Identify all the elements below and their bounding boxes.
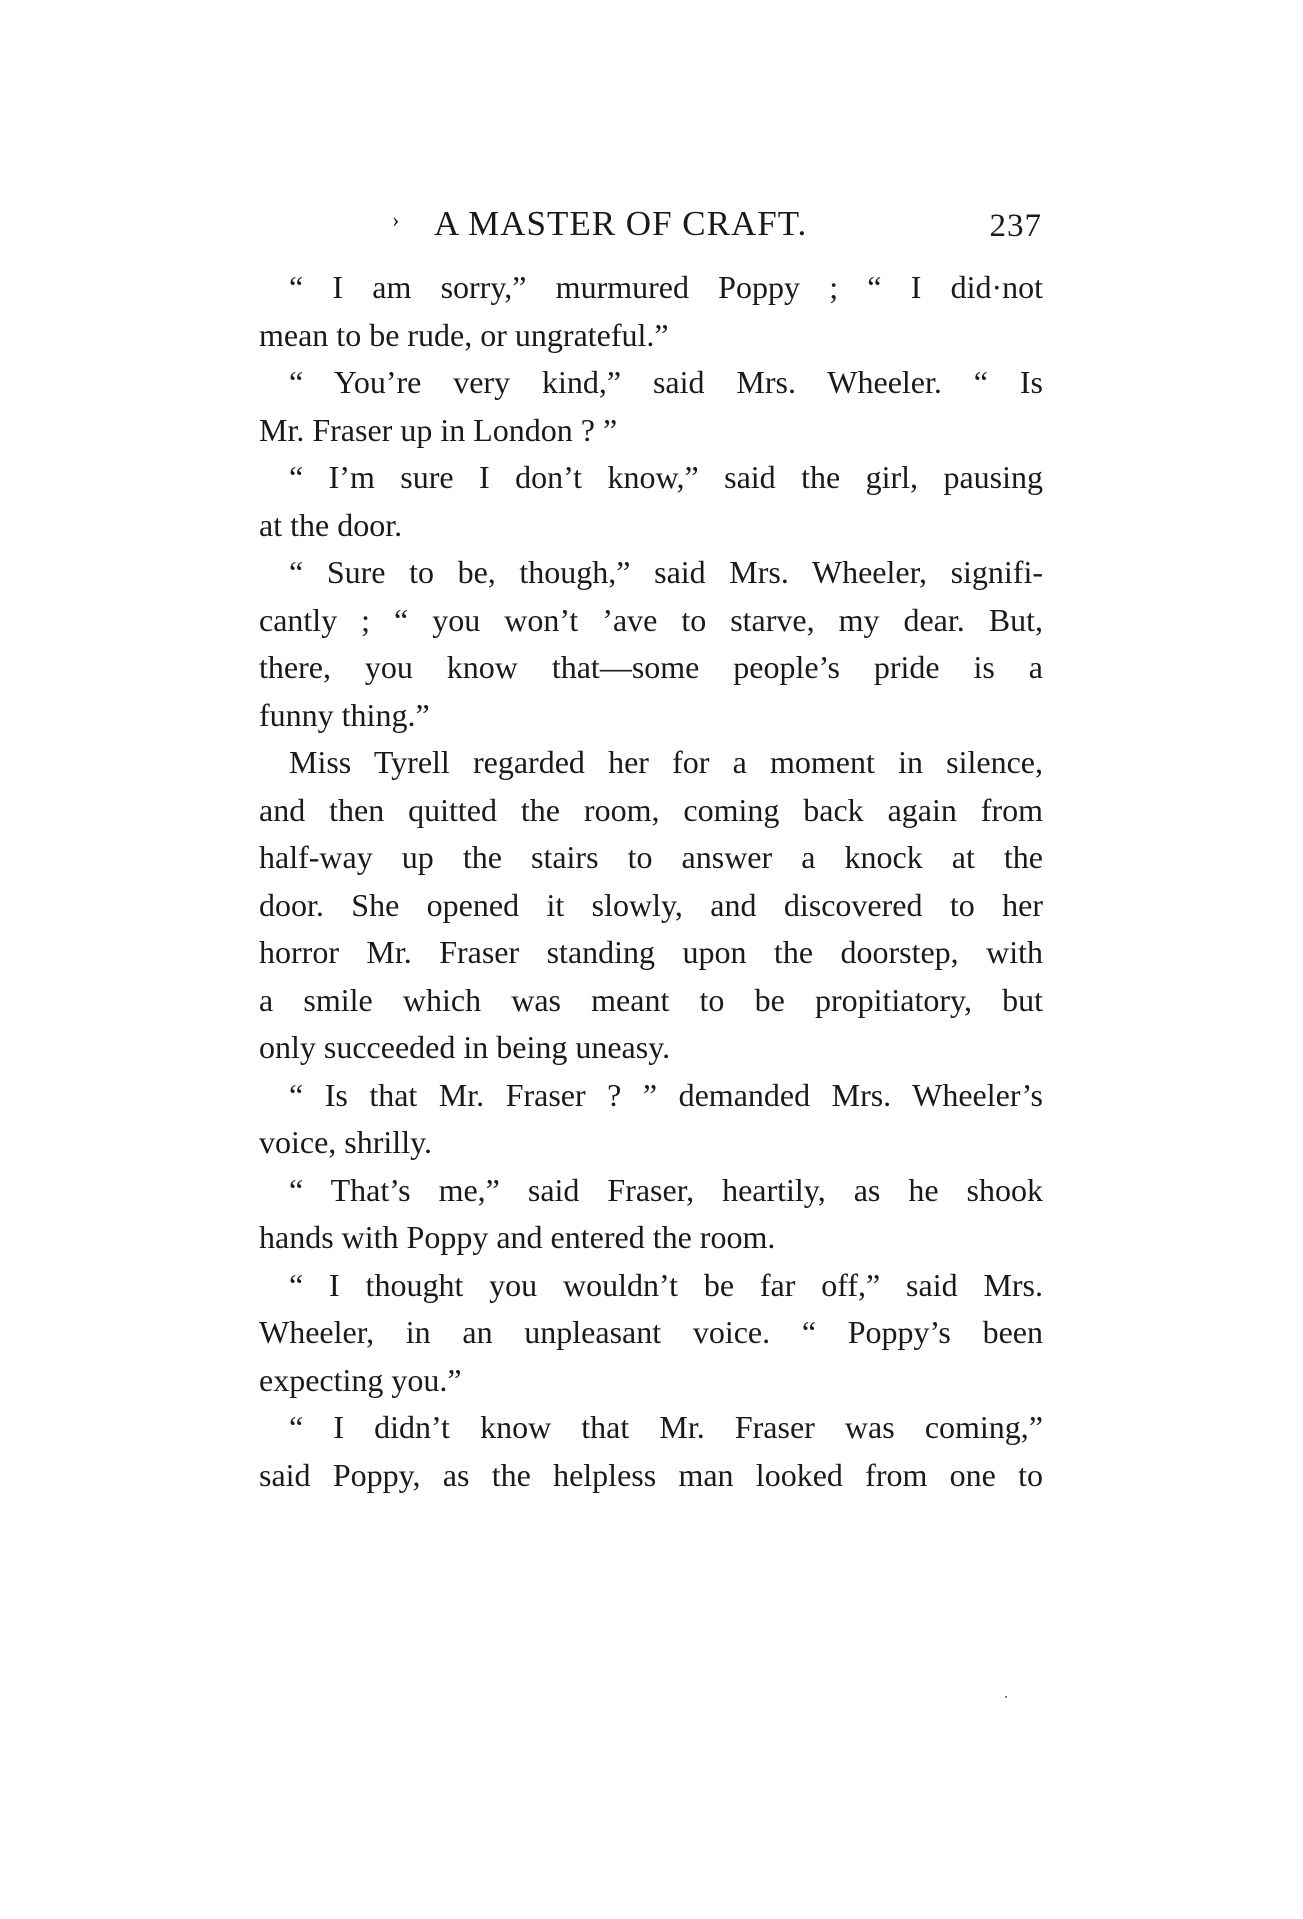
text-line: only succeeded in being uneasy. [259, 1029, 671, 1065]
text-line: a smile which was meant to be propitiatory, but [259, 981, 1043, 1018]
text-line: door. She opened it slowly, and discovered to her [259, 886, 1043, 923]
text-line: expecting you.” [259, 1361, 462, 1398]
running-head [392, 200, 1042, 248]
text-line: Wheeler, in an unpleasant voice. “ Poppy’s been [259, 1314, 1043, 1350]
text-line: funny thing.” [259, 696, 430, 733]
text-line: and then quitted the room, coming back again from [259, 791, 1043, 828]
text-line: “ I’m sure I don’t know,” said the girl, pausing [289, 459, 1043, 495]
print-speck [1005, 1696, 1007, 1698]
text-line: “ Is that Mr. Fraser ? ” demanded Mrs. Wheeler’s [289, 1076, 1043, 1113]
text-line: “ You’re very kind,” said Mrs. Wheeler. “ Is [289, 364, 1043, 400]
running-head-title: A MASTER OF CRAFT. [434, 204, 808, 243]
text-line: cantly ; “ you won’t ’ave to starve, my dear. But, [259, 601, 1043, 638]
text-line: there, you know that—some people’s pride is a [259, 649, 1043, 685]
text-line: at the door. [259, 506, 403, 543]
text-line: Mr. Fraser up in London ? ” [259, 411, 618, 448]
page-number: 237 [989, 208, 1042, 244]
body-text [259, 264, 1043, 1499]
text-line: “ Sure to be, though,” said Mrs. Wheeler, signifi- [289, 554, 1043, 590]
text-line: voice, shrilly. [259, 1124, 432, 1160]
text-line: “ I am sorry,” murmured Poppy ; “ I did·not [289, 269, 1043, 305]
text-line: horror Mr. Fraser standing upon the doorstep, with [259, 934, 1043, 970]
text-line: half-way up the stairs to answer a knock at the [259, 839, 1043, 875]
text-line: mean to be rude, or ungrateful.” [259, 316, 669, 353]
text-line: said Poppy, as the helpless man looked from one to [259, 1456, 1043, 1493]
text-line: “ That’s me,” said Fraser, heartily, as he shook [289, 1171, 1043, 1208]
printers-mark: › [392, 207, 401, 232]
text-line: hands with Poppy and entered the room. [259, 1219, 776, 1255]
text-line: Miss Tyrell regarded her for a moment in silence, [289, 744, 1043, 780]
text-line: “ I didn’t know that Mr. Fraser was coming,” [289, 1409, 1043, 1445]
text-line: “ I thought you wouldn’t be far off,” said Mrs. [289, 1266, 1043, 1303]
